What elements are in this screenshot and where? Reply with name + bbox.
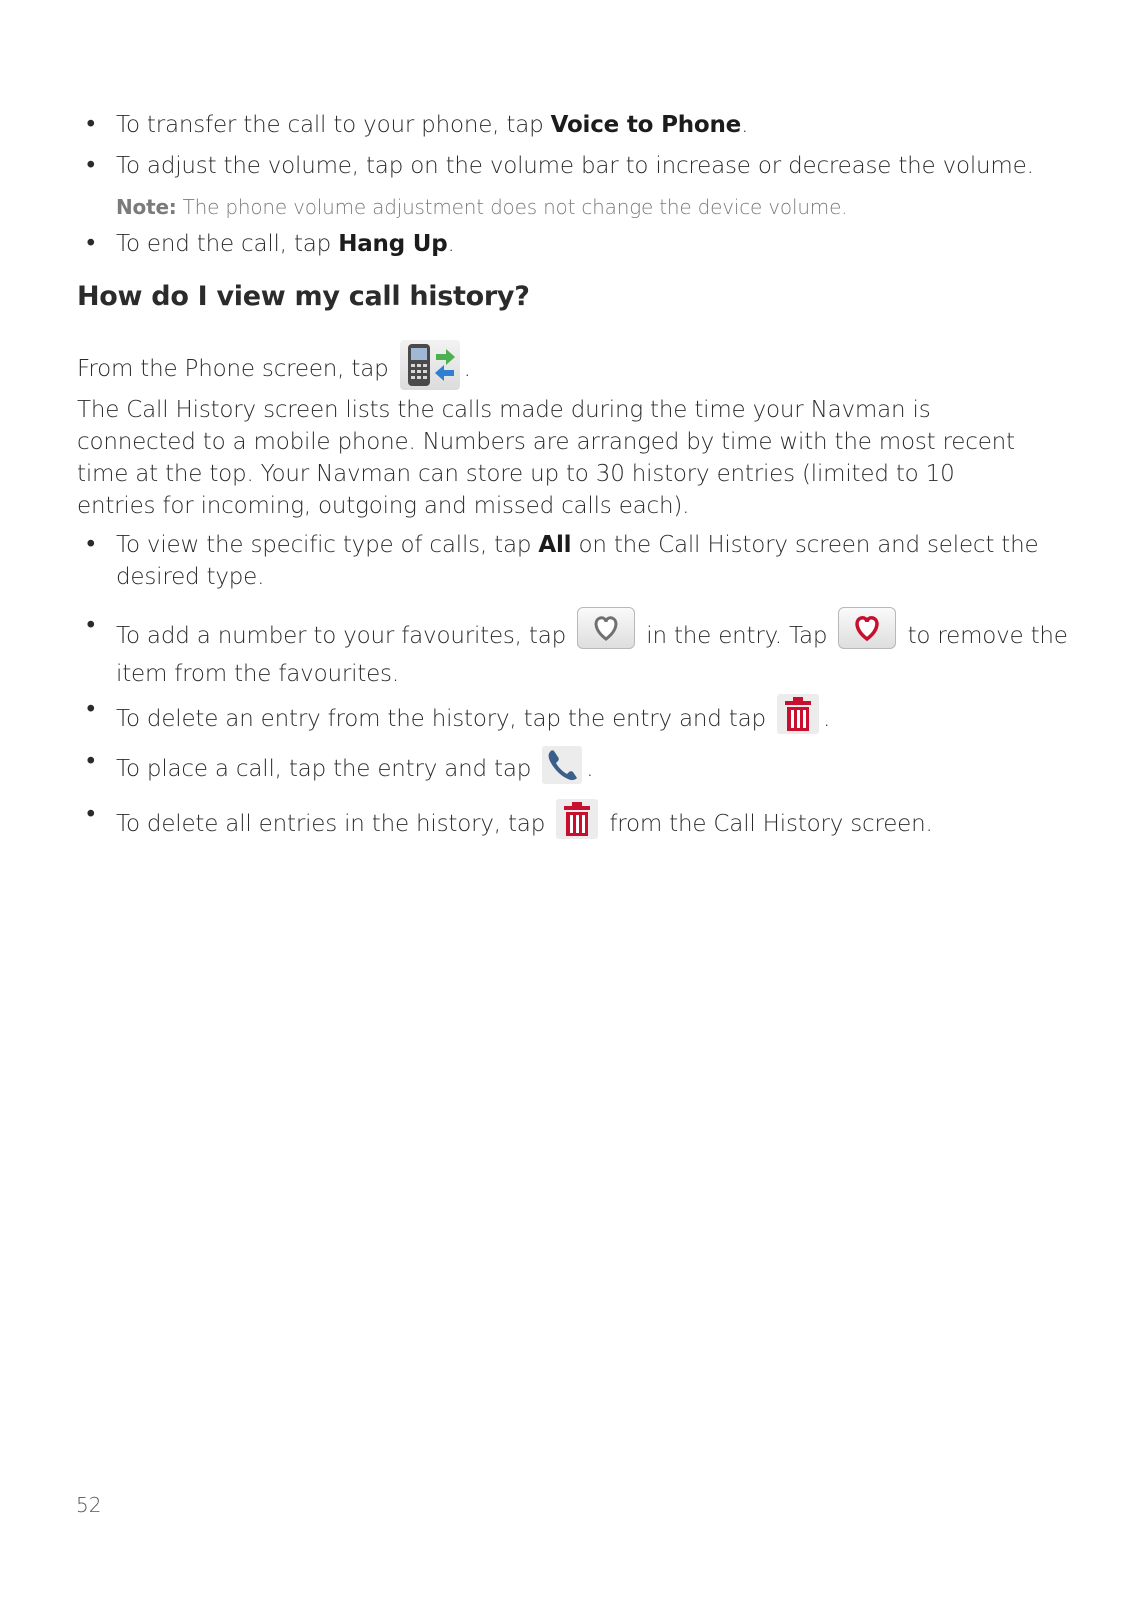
bullet-dot: • bbox=[84, 112, 98, 138]
bullet-text: To adjust the volume, tap on the volume bar to increase or decrease the volume. bbox=[116, 153, 1034, 179]
para-text: From the Phone screen, tap bbox=[77, 356, 389, 382]
bullet-hang-up bbox=[80, 228, 1068, 260]
call-history-description: The Call History screen lists the calls made during the time your Navman is connected to a mobile phone. Numbers are arranged by time with the most recent time at the top. Your Navman can store up to 30 history entries (limited to 10 entries for incoming, outgoing and missed calls each). bbox=[77, 397, 1015, 519]
call-history-icon bbox=[400, 340, 460, 390]
bullet-text: To delete an entry from the history, tap the entry and tap bbox=[116, 706, 766, 732]
bullet-text: in the entry. Tap bbox=[646, 623, 828, 649]
page-number: 52 bbox=[76, 1493, 102, 1517]
bullet-text: on the Call History screen and select the desired type. bbox=[116, 532, 1039, 590]
bullet-dot: • bbox=[84, 231, 98, 257]
bullet-text: . bbox=[741, 112, 749, 138]
bullet-dot: • bbox=[84, 613, 98, 639]
bullet-dot: • bbox=[84, 749, 98, 775]
phone-handset-icon bbox=[542, 746, 582, 784]
heart-outline-icon bbox=[577, 607, 635, 649]
bullet-dot: • bbox=[84, 153, 98, 179]
bullet-text: To add a number to your favourites, tap bbox=[116, 623, 567, 649]
bullet-dot: • bbox=[84, 532, 98, 558]
para-text: . bbox=[463, 356, 471, 382]
trash-icon bbox=[556, 799, 598, 839]
bullet-text: . bbox=[447, 231, 455, 257]
bullet-delete-all bbox=[80, 799, 1068, 840]
note-text: The phone volume adjustment does not change the device volume. bbox=[182, 195, 848, 219]
bullet-adjust-volume bbox=[80, 150, 1068, 182]
bullet-bold-term: Hang Up bbox=[338, 231, 448, 257]
bullet-bold-term: All bbox=[538, 532, 572, 558]
bullet-text: from the Call History screen. bbox=[609, 811, 933, 837]
bullet-text: . bbox=[586, 756, 594, 782]
bullet-text: To view the specific type of calls, tap bbox=[116, 532, 539, 558]
bullet-text: To transfer the call to your phone, tap bbox=[116, 112, 551, 138]
bullet-text: To end the call, tap bbox=[116, 231, 339, 257]
from-phone-line bbox=[77, 340, 1038, 390]
heart-filled-icon bbox=[838, 607, 896, 649]
bullet-text: . bbox=[823, 706, 831, 732]
trash-icon bbox=[777, 694, 819, 734]
bullet-favourites bbox=[80, 607, 1068, 693]
bullet-place-call bbox=[80, 746, 1068, 785]
bullet-text: To delete all entries in the history, tap bbox=[116, 811, 546, 837]
note-label: Note: bbox=[116, 195, 177, 219]
bullet-voice-to-phone bbox=[80, 109, 1068, 141]
bullet-delete-entry bbox=[80, 694, 1068, 735]
note bbox=[116, 193, 847, 221]
bullet-dot: • bbox=[84, 697, 98, 723]
bullet-text: To place a call, tap the entry and tap bbox=[116, 756, 532, 782]
bullet-dot: • bbox=[84, 802, 98, 828]
bullet-text: to remove the item from the favourites. bbox=[116, 623, 1068, 687]
bullet-view-type bbox=[80, 529, 1068, 593]
section-heading: How do I view my call history? bbox=[77, 281, 530, 312]
bullet-bold-term: Voice to Phone bbox=[550, 112, 742, 138]
